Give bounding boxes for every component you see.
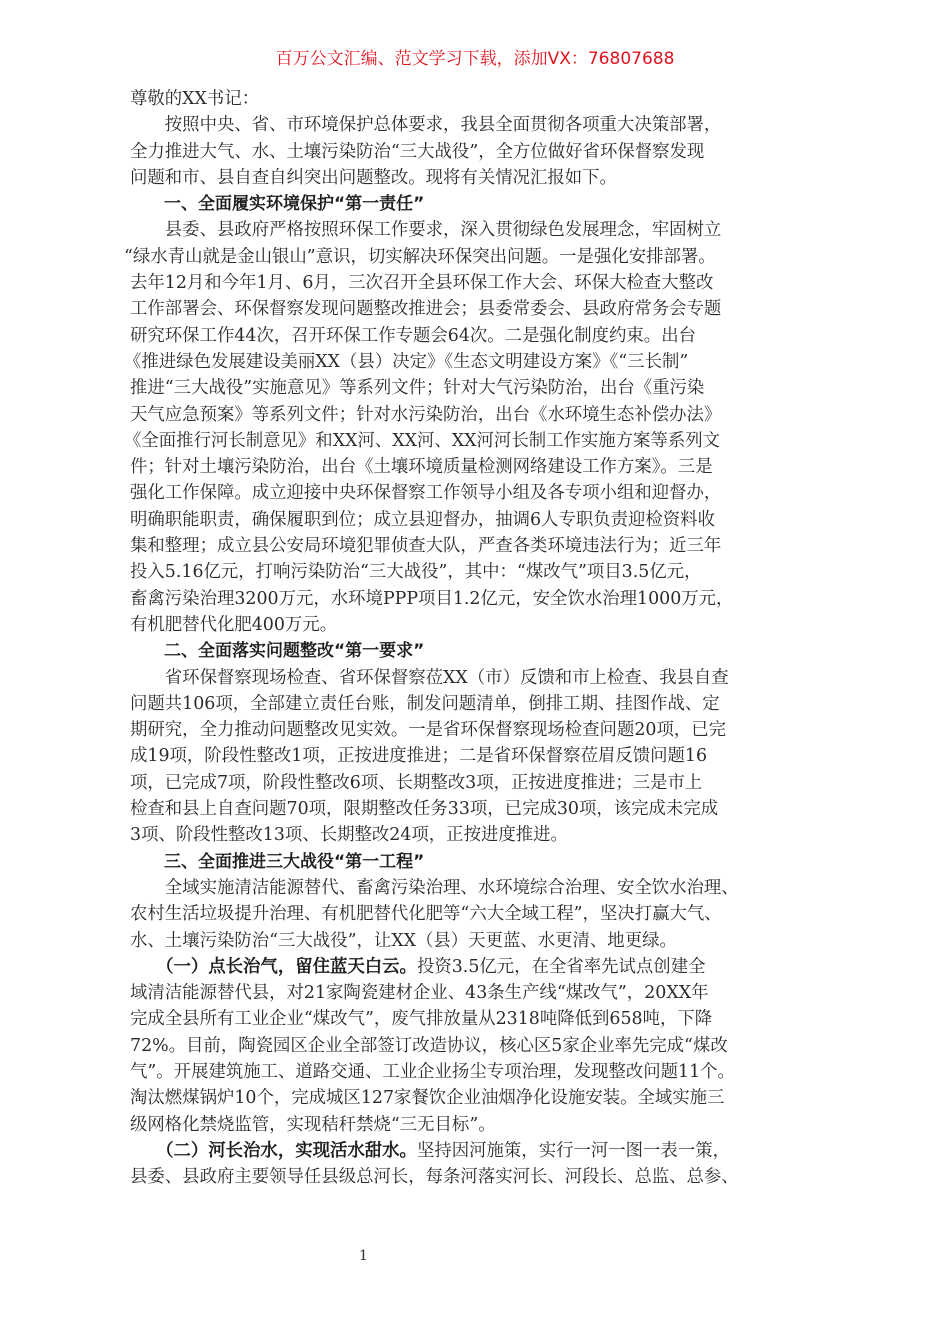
body-line: 完成全县所有工业企业“煤改气”，废气排放量从2318吨降低到658吨，下降 (130, 1009, 713, 1030)
body-line: 《推进绿色发展建设美丽XX（县）决定》《生态文明建设方案》《“三长制” (124, 351, 689, 372)
salutation: 尊敬的XX书记： (130, 89, 260, 109)
body-line: 域清洁能源替代县，对21家陶瓷建材企业、43条生产线“煤改气”，20XX年 (130, 983, 709, 1004)
body-line: 集和整理；成立县公安局环境犯罪侦查大队，严查各类环境违法行为；近三年 (130, 536, 722, 557)
intro-line: 按照中央、省、市环境保护总体要求，我县全面贯彻各项重大决策部署， (130, 115, 722, 136)
section-heading-2: 二、全面落实问题整改“第一要求” (130, 641, 425, 662)
header-banner: 百万公文汇编、范文学习下载，添加VX：76807688 (275, 49, 675, 69)
body-line: 成19项，阶段性整改1项，正按进度推进；二是省环保督察莅眉反馈问题16 (130, 746, 708, 767)
body-line: 有机肥替代化肥400万元。 (130, 614, 338, 635)
document-body (124, 86, 830, 1190)
body-line: 农村生活垃圾提升治理、有机肥替代化肥等“六大全域工程”，坚决打赢大气、 (130, 904, 722, 925)
body-line: 《全面推行河长制意见》和XX河、XX河、XX河河长制工作实施方案等系列文 (124, 430, 721, 451)
intro-line: 全力推进大气、水、土壤污染防治“三大战役”，全方位做好省环保督察发现 (130, 141, 705, 162)
body-line: 明确职能职责，确保履职到位；成立县迎督办，抽调6人专职负责迎检资料收 (130, 509, 715, 530)
section-heading-1: 一、全面履实环境保护“第一责任” (130, 194, 425, 215)
body-line: 气”。开展建筑施工、道路交通、工业企业扬尘专项治理，发现整改问题11个。 (130, 1061, 735, 1082)
subsection-lead-2: （二）河长治水，实现活水甜水。 (130, 1140, 417, 1161)
subsection-lead-1: （一）点长治气，留住蓝天白云。 (130, 956, 417, 977)
subsection-2-text: 坚持因河施策，实行一河一图一表一策， (416, 1140, 730, 1161)
body-line: 投入5.16亿元，打响污染防治“三大战役”，其中：“煤改气”项目3.5亿元， (130, 562, 702, 583)
body-line: 水、土壤污染防治“三大战役”，让XX（县）天更蓝、水更清、地更绿。 (130, 930, 677, 951)
body-line: 级网格化禁烧监管，实现秸秆禁烧“三无目标”。 (130, 1114, 496, 1135)
body-line: 强化工作保障。成立迎接中央环保督察工作领导小组及各专项小组和迎督办， (130, 483, 722, 504)
body-line: 县委、县政府严格按照环保工作要求，深入贯彻绿色发展理念，牢固树立 (130, 220, 722, 241)
body-line: 天气应急预案》等系列文件；针对水污染防治，出台《水环境生态补偿办法》 (130, 404, 722, 425)
body-line: 72%。目前，陶瓷园区企业全部签订改造协议，核心区5家企业率先完成“煤改 (130, 1035, 728, 1056)
body-line: 检查和县上自查问题70项，限期整改任务33项，已完成30项，该完成未完成 (130, 799, 719, 820)
body-line: 工作部署会、环保督察发现问题整改推进会；县委常委会、县政府常务会专题 (130, 299, 722, 320)
intro-line: 问题和市、县自查自纠突出问题整改。现将有关情况汇报如下。 (130, 167, 617, 188)
subsection-2-line (130, 1138, 830, 1164)
body-line: 推进“三大战役”实施意见》等系列文件；针对大气污染防治，出台《重污染 (130, 378, 705, 399)
subsection-1-text: 投资3.5亿元，在全省率先试点创建全 (416, 956, 706, 977)
body-line: 件；针对土壤污染防治，出台《土壤环境质量检测网络建设工作方案》。三是 (130, 457, 713, 478)
body-line: 淘汰燃煤锅炉10个，完成城区127家餐饮企业油烟净化设施安装。全域实施三 (130, 1088, 725, 1109)
body-line: 畜禽污染治理3200万元，水环境PPP项目1.2亿元，安全饮水治理1000万元， (130, 588, 734, 609)
body-line: 期研究，全力推动问题整改见实效。一是省环保督察现场检查问题20项，已完 (130, 720, 727, 741)
body-line: 省环保督察现场检查、省环保督察莅XX（市）反馈和市上检查、我县自查 (130, 667, 729, 688)
body-line: 全域实施清洁能源替代、畜禽污染治理、水环境综合治理、安全饮水治理、 (130, 877, 739, 898)
body-line: 县委、县政府主要领导任县级总河长，每条河落实河长、河段长、总监、总参、 (130, 1167, 739, 1188)
section-heading-3: 三、全面推进三大战役“第一工程” (130, 851, 425, 872)
body-line: 问题共106项，全部建立责任台账，制发问题清单，倒排工期、挂图作战、定 (130, 693, 720, 714)
subsection-1-line (130, 954, 830, 980)
body-line: 去年12月和今年1月、6月，三次召开全县环保工作大会、环保大检查大整改 (130, 273, 714, 294)
body-line: 3项、阶段性整改13项、长期整改24项，正按进度推进。 (130, 825, 568, 846)
body-line: “绿水青山就是金山银山”意识，切实解决环保突出问题。一是强化安排部署。 (124, 246, 716, 267)
page-number: 1 (359, 1248, 368, 1264)
body-line: 研究环保工作44次，召开环保工作专题会64次。二是强化制度约束。出台 (130, 325, 696, 346)
body-line: 项，已完成7项，阶段性整改6项、长期整改3项，正按进度推进；三是市上 (130, 772, 703, 793)
